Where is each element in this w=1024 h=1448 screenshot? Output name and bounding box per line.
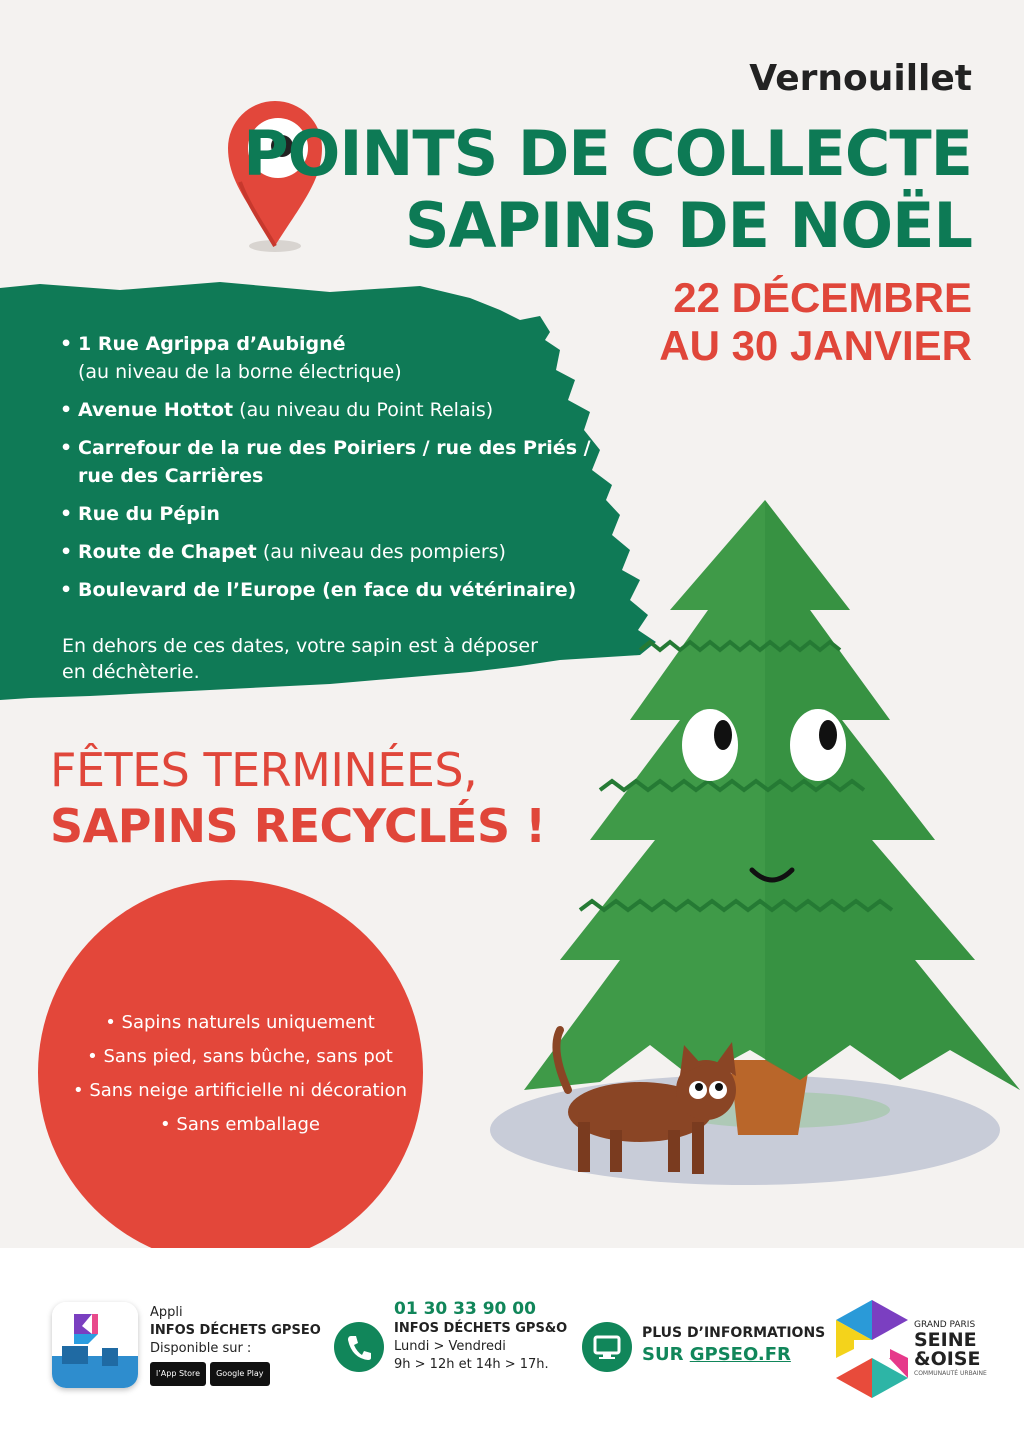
app-store-badge[interactable]: l’App Store [150, 1362, 206, 1386]
logo-line-3: &OISE [914, 1348, 981, 1370]
rules-list [60, 1006, 420, 1142]
phone-days: Lundi > Vendredi [394, 1339, 506, 1354]
gpseo-logo-text [914, 1320, 987, 1378]
app-line-1: Appli [150, 1305, 183, 1320]
site-prefix: SUR [642, 1344, 684, 1365]
collection-dates [659, 274, 972, 370]
slogan-line-1: FÊTES TERMINÉES, [50, 743, 478, 797]
info-line-1: PLUS D’INFORMATIONS [642, 1325, 826, 1341]
google-play-badge[interactable]: Google Play [210, 1362, 269, 1386]
title-line-2: SAPINS DE NOËL [404, 189, 972, 262]
app-line-2: INFOS DÉCHETS GPSEO [150, 1323, 321, 1338]
logo-line-4: COMMUNAUTÉ URBAINE [914, 1370, 987, 1377]
address-main: Rue du Pépin [78, 503, 220, 525]
page-title [243, 118, 972, 262]
monitor-icon [582, 1322, 632, 1372]
app-logo-icon [52, 1302, 138, 1388]
dates-line-2: AU 30 JANVIER [659, 322, 972, 369]
title-line-1: POINTS DE COLLECTE [243, 117, 972, 190]
app-info [150, 1304, 321, 1386]
list-item [58, 330, 618, 386]
address-main: Boulevard de l’Europe (en face du vétérinaire) [78, 579, 577, 601]
address-main: Route de Chapet [78, 541, 257, 563]
app-line-3: Disponible sur : [150, 1341, 252, 1356]
tree-illustration [480, 490, 1024, 1210]
phone-number[interactable]: 01 30 33 90 00 [394, 1299, 536, 1319]
site-url[interactable]: GPSEO.FR [689, 1344, 791, 1365]
slogan-line-2: SAPINS RECYCLÉS ! [50, 799, 546, 853]
dates-line-1: 22 DÉCEMBRE [673, 274, 972, 321]
list-item: • Sans neige artificielle ni décoration [60, 1074, 420, 1108]
logo-line-2: SEINE [914, 1329, 977, 1351]
address-main: Avenue Hottot [78, 399, 234, 421]
app-icon[interactable] [52, 1302, 138, 1388]
phone-hours: 9h > 12h et 14h > 17h. [394, 1357, 549, 1372]
address-main: 1 Rue Agrippa d’Aubigné [78, 333, 346, 355]
more-info [642, 1322, 825, 1366]
website-link[interactable] [642, 1344, 825, 1366]
list-item: • Sans pied, sans bûche, sans pot [60, 1040, 420, 1074]
address-main: Carrefour de la rue des Poiriers / rue des Priés / rue des Carrières [78, 437, 591, 487]
list-item [58, 434, 618, 490]
address-detail: (au niveau du Point Relais) [239, 399, 494, 421]
phone-icon [334, 1322, 384, 1372]
list-item: • Sapins naturels uniquement [60, 1006, 420, 1040]
address-detail: (au niveau des pompiers) [262, 541, 506, 563]
slogan [50, 742, 546, 854]
logo-line-1: GRAND PARIS [914, 1320, 976, 1330]
city-name: Vernouillet [749, 58, 972, 99]
phone-info [394, 1298, 567, 1374]
outside-dates-note: En dehors de ces dates, votre sapin est à déposer en déchèterie. [62, 635, 538, 683]
address-detail: (au niveau de la borne électrique) [78, 361, 402, 383]
list-item: • Sans emballage [60, 1108, 420, 1142]
gpseo-logo-icon [832, 1296, 912, 1402]
phone-label: INFOS DÉCHETS GPS&O [394, 1321, 568, 1336]
list-item [58, 396, 618, 424]
